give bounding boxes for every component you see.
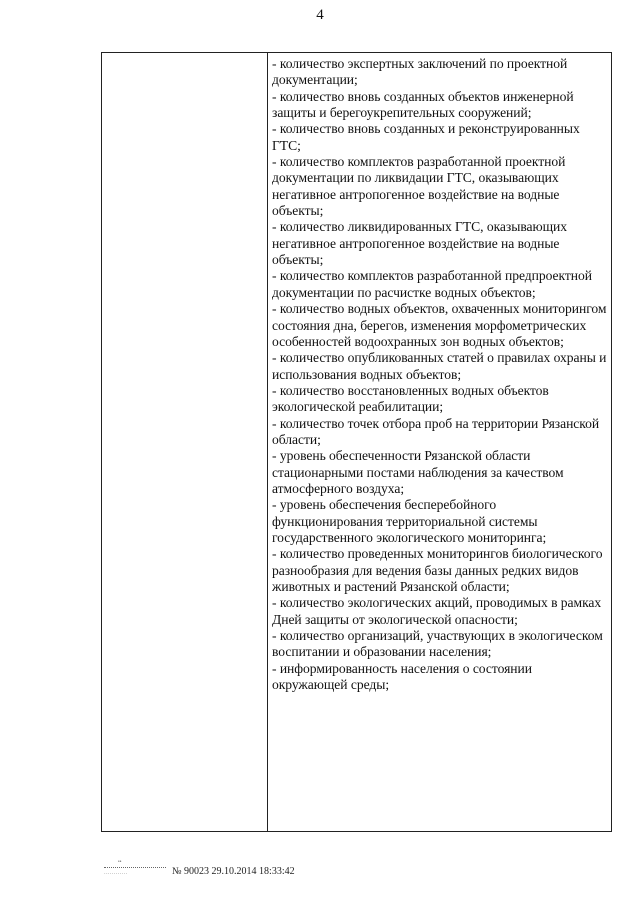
list-item: - количество водных объектов, охваченных мониторингом состояния дна, берегов, изменения морфометрических особенностей водоохранных зон водных объектов; xyxy=(272,301,607,349)
table-right-cell xyxy=(272,56,610,693)
list-item: - количество вновь созданных и реконструированных ГТС; xyxy=(272,121,580,153)
table-left-cell xyxy=(102,53,267,831)
list-item: - уровень обеспечения бесперебойного функционирования территориальной системы государственного экологического мониторинга; xyxy=(272,497,547,545)
footer xyxy=(104,860,295,882)
list-item: - количество комплектов разработанной проектной документации по ликвидации ГТС, оказывающих негативное антропогенное воздействие на водные объекты; xyxy=(272,154,566,219)
list-item: - количество точек отбора проб на территории Рязанской области; xyxy=(272,415,600,447)
list-item: - количество ликвидированных ГТС, оказывающих негативное антропогенное воздействие на водные объекты; xyxy=(272,219,567,268)
indicators-table xyxy=(101,52,612,832)
list-item: - количество вновь созданных объектов инженерной защиты и берегоукрепительных сооружений; xyxy=(272,88,574,121)
list-item: - количество экспертных заключений по проектной документации; xyxy=(272,56,568,88)
page-number: 4 xyxy=(316,7,324,23)
list-item: - количество организаций, участвующих в экологическом воспитании и образовании населения; xyxy=(272,628,603,660)
registration-number: № 90023 29.10.2014 18:33:42 xyxy=(172,865,295,877)
list-item: - количество комплектов разработанной предпроектной документации по расчистке водных объектов; xyxy=(272,268,592,300)
list-item: - количество опубликованных статей о правилах охраны и использования водных объектов; xyxy=(272,350,607,382)
registry-stamp-icon: •• ············ xyxy=(104,860,166,882)
list-item: - количество экологических акций, проводимых в рамках Дней защиты от экологической опасности; xyxy=(272,595,602,627)
list-item: - информированность населения о состоянии окружающей среды; xyxy=(272,660,532,693)
list-item: - количество восстановленных водных объектов экологической реабилитации; xyxy=(272,382,549,415)
list-item: - количество проведенных мониторингов биологического разнообразия для ведения базы данных редких видов животных и растений Рязанской области; xyxy=(272,546,603,594)
list-item: - уровень обеспеченности Рязанской области стационарными постами наблюдения за качеством атмосферного воздуха; xyxy=(272,448,564,496)
column-divider xyxy=(267,53,268,831)
